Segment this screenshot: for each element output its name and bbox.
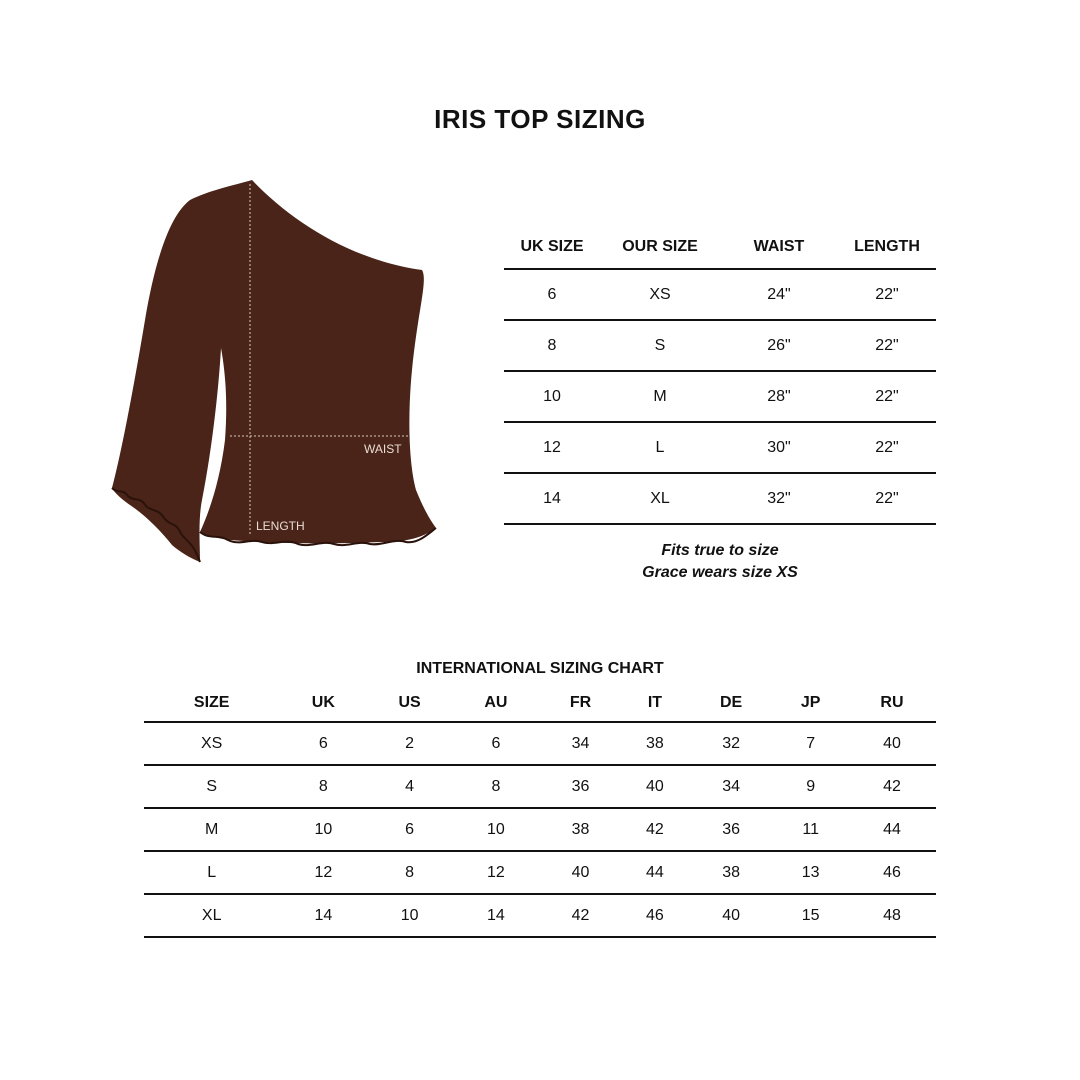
header-size: SIZE — [144, 684, 279, 722]
cell-ru: 46 — [848, 851, 936, 894]
fit-note-line: Fits true to size — [661, 542, 779, 559]
header-us: US — [367, 684, 452, 722]
cell-us: 8 — [367, 851, 452, 894]
header-ru: RU — [848, 684, 936, 722]
table-row — [144, 894, 936, 937]
cell-size: S — [144, 765, 279, 808]
cell-jp: 13 — [773, 851, 848, 894]
cell-de: 38 — [689, 851, 774, 894]
cell-us: 6 — [367, 808, 452, 851]
cell-our-size: L — [600, 422, 720, 473]
cell-au: 10 — [452, 808, 540, 851]
cell-uk: 10 — [279, 808, 367, 851]
cell-uk: 8 — [279, 765, 367, 808]
table-row — [504, 269, 936, 320]
international-header-row — [144, 684, 936, 722]
cell-our-size: M — [600, 371, 720, 422]
cell-jp: 9 — [773, 765, 848, 808]
cell-au: 6 — [452, 722, 540, 765]
table-row — [504, 422, 936, 473]
cell-it: 46 — [621, 894, 689, 937]
cell-size: XS — [144, 722, 279, 765]
size-table-header-row — [504, 226, 936, 269]
header-uk-size: UK SIZE — [504, 226, 600, 269]
header-au: AU — [452, 684, 540, 722]
cell-fr: 34 — [540, 722, 621, 765]
cell-our-size: S — [600, 320, 720, 371]
cell-jp: 11 — [773, 808, 848, 851]
header-length: LENGTH — [838, 226, 936, 269]
header-our-size: OUR SIZE — [600, 226, 720, 269]
cell-size: M — [144, 808, 279, 851]
cell-uk-size: 6 — [504, 269, 600, 320]
cell-it: 44 — [621, 851, 689, 894]
international-chart-title: INTERNATIONAL SIZING CHART — [416, 660, 664, 677]
cell-waist: 26" — [720, 320, 838, 371]
cell-uk: 14 — [279, 894, 367, 937]
international-sizing-table — [144, 684, 936, 938]
cell-waist: 32" — [720, 473, 838, 524]
cell-length: 22" — [838, 473, 936, 524]
cell-au: 14 — [452, 894, 540, 937]
garment-illustration — [100, 170, 460, 570]
cell-uk: 12 — [279, 851, 367, 894]
cell-de: 34 — [689, 765, 774, 808]
cell-uk-size: 10 — [504, 371, 600, 422]
header-de: DE — [689, 684, 774, 722]
cell-it: 38 — [621, 722, 689, 765]
cell-uk: 6 — [279, 722, 367, 765]
cell-it: 40 — [621, 765, 689, 808]
header-waist: WAIST — [720, 226, 838, 269]
cell-ru: 48 — [848, 894, 936, 937]
cell-uk-size: 12 — [504, 422, 600, 473]
table-row — [504, 473, 936, 524]
cell-uk-size: 8 — [504, 320, 600, 371]
cell-our-size: XL — [600, 473, 720, 524]
table-row — [504, 320, 936, 371]
header-uk: UK — [279, 684, 367, 722]
cell-fr: 38 — [540, 808, 621, 851]
cell-fr: 42 — [540, 894, 621, 937]
cell-size: XL — [144, 894, 279, 937]
table-row — [144, 765, 936, 808]
cell-de: 32 — [689, 722, 774, 765]
cell-au: 12 — [452, 851, 540, 894]
header-jp: JP — [773, 684, 848, 722]
cell-waist: 24" — [720, 269, 838, 320]
cell-length: 22" — [838, 422, 936, 473]
cell-fr: 36 — [540, 765, 621, 808]
cell-waist: 28" — [720, 371, 838, 422]
cell-length: 22" — [838, 371, 936, 422]
table-row — [504, 371, 936, 422]
cell-waist: 30" — [720, 422, 838, 473]
cell-fr: 40 — [540, 851, 621, 894]
size-table — [504, 226, 936, 525]
cell-size: L — [144, 851, 279, 894]
table-row — [144, 851, 936, 894]
length-label: LENGTH — [256, 519, 305, 533]
waist-label: WAIST — [364, 442, 402, 456]
cell-it: 42 — [621, 808, 689, 851]
cell-jp: 7 — [773, 722, 848, 765]
cell-length: 22" — [838, 269, 936, 320]
cell-us: 2 — [367, 722, 452, 765]
cell-uk-size: 14 — [504, 473, 600, 524]
garment-shape — [112, 180, 436, 562]
cell-ru: 42 — [848, 765, 936, 808]
cell-jp: 15 — [773, 894, 848, 937]
cell-us: 4 — [367, 765, 452, 808]
cell-ru: 40 — [848, 722, 936, 765]
cell-us: 10 — [367, 894, 452, 937]
one-shoulder-top-image — [100, 170, 460, 570]
cell-our-size: XS — [600, 269, 720, 320]
cell-de: 40 — [689, 894, 774, 937]
cell-au: 8 — [452, 765, 540, 808]
table-row — [144, 722, 936, 765]
table-row — [144, 808, 936, 851]
cell-length: 22" — [838, 320, 936, 371]
model-size-note: Grace wears size XS — [642, 564, 798, 581]
fit-notes — [504, 540, 936, 584]
header-fr: FR — [540, 684, 621, 722]
header-it: IT — [621, 684, 689, 722]
cell-ru: 44 — [848, 808, 936, 851]
cell-de: 36 — [689, 808, 774, 851]
page-title: IRIS TOP SIZING — [434, 104, 646, 134]
